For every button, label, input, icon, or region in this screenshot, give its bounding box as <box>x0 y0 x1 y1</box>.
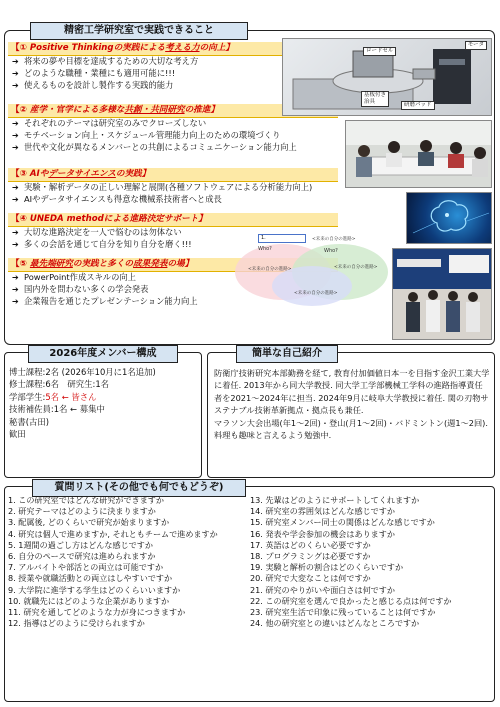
question-item: 12. 指導はどのように受けられますか <box>8 618 145 629</box>
page-title: 精密工学研究室で実践できること <box>30 22 248 40</box>
list-item: ➔ 実験・解析データの正しい理解と展開(各種ソフトウェアによる分析能力向上) <box>12 182 313 192</box>
uneda-diagram <box>228 232 396 312</box>
intro-title: 簡単な自己紹介 <box>236 345 338 363</box>
apparatus-photo <box>282 38 492 116</box>
list-item: ➔ 大切な進路決定を一人で悩むのは勿体ない <box>12 227 182 237</box>
arrow-icon: ➔ <box>12 142 19 152</box>
fixture-label: 基板付き 治具 <box>361 91 389 107</box>
arrow-icon: ➔ <box>12 68 19 78</box>
list-item: ➔ AIやデータサイエンスも得意な機械系技術者へと成長 <box>12 193 222 204</box>
section-3 <box>8 168 338 213</box>
question-item: 3. 配属後, どのくらいで研究が始まりますか <box>8 517 170 528</box>
list-item: ➔ PowerPoint作成スキルの向上 <box>12 272 136 282</box>
question-item: 6. 自分のペースで研究は進められますか <box>8 551 156 562</box>
motor-label: モータ <box>465 41 487 50</box>
question-item: 4. 研究は個人で進めますか, それともチームで進めますか <box>8 528 218 539</box>
diagram-top-box: 1. <box>258 234 306 243</box>
diagram-left-label: <未来の自分の進路> <box>248 267 292 272</box>
list-item: ➔ どのような職種・業種にも適用可能に!!! <box>12 67 176 78</box>
section-1-heading: 【① Positive Thinkingの実践による考える力の向上】 <box>8 42 338 56</box>
brain-icon <box>407 193 492 244</box>
conference-photo <box>392 248 492 340</box>
questions-right <box>250 495 490 629</box>
section-5-heading: 【⑤ 最先端研究の実践と多くの成果発表の場】 <box>8 258 338 272</box>
member-line: 博士課程:2名 (2026年10月に1名追加) <box>9 367 156 377</box>
diagram-right-label: <未来の自分の進路> <box>334 265 378 270</box>
diagram-bottom-label: <未来の自分の進路> <box>294 291 338 296</box>
list-item: ➔ 世代や文化が異なるメンバーとの共創によるコミュニケーション能力向上 <box>12 141 297 152</box>
arrow-icon: ➔ <box>12 80 19 90</box>
member-line-undergrad: 学部学生:5名 ← 皆さん <box>9 391 97 402</box>
list-item: ➔ それぞれのテーマは研究室のみでクローズしない <box>12 118 207 128</box>
arrow-icon: ➔ <box>12 273 19 282</box>
question-item: 20. 研究で大変なことは何ですか <box>250 573 371 584</box>
diagram-top-question: <未来の自分の進路> <box>312 237 356 242</box>
intro-paragraph: 防衛庁技術研究本部勤務を経て, 教育付加価値日本一を目指す金沢工業大学に着任. 2013年から同大学教授. 同大学工学部機械工学科の進路指導責任者を2021～2024年に担当. 2024年9月に岐阜大学教授に着任. 関の刃物サステナブル技術革新拠点・拠点長も兼任. <box>214 368 490 416</box>
list-item: ➔ 企業報告を通じたプレゼンテーション能力向上 <box>12 295 198 306</box>
question-item: 17. 英語はどのくらい必要ですか <box>250 539 371 550</box>
question-item: 2. 研究テーマはどのように決まりますか <box>8 506 156 517</box>
section-4-heading: 【④ UNEDA methodによる進路決定サポート】 <box>8 213 338 227</box>
question-item: 9. 大学院に進学する学生はどのくらいいますか <box>8 584 181 595</box>
question-item: 15. 研究室メンバー同士の関係はどんな感じですか <box>250 517 435 528</box>
diagram-who-1: Who? <box>258 246 272 252</box>
arrow-icon: ➔ <box>12 194 19 204</box>
meeting-illustration <box>346 121 492 188</box>
question-item: 14. 研究室の雰囲気はどんな感じですか <box>250 506 395 517</box>
arrow-icon: ➔ <box>12 284 19 294</box>
list-item: ➔ モチベーション向上・スケジュール管理能力向上のための環境づくり <box>12 129 281 140</box>
arrow-icon: ➔ <box>12 57 19 66</box>
question-item: 16. 発表や学会参加の機会はありますか <box>250 528 395 539</box>
question-item: 7. アルバイトや部活との両立は可能ですか <box>8 562 164 573</box>
member-line: 技術補佐員:1名 ← 募集中 <box>9 404 105 415</box>
members-title: 2026年度メンバー構成 <box>28 345 178 363</box>
venn-diagram <box>228 232 396 312</box>
section-3-heading: 【③ AIやデータサイエンスの実践】 <box>8 168 338 182</box>
question-item: 23. 研究室生活で印象に残っていることは何ですか <box>250 607 436 618</box>
arrow-icon: ➔ <box>12 119 19 128</box>
meeting-photo <box>345 120 492 188</box>
pad-label: 研磨パッド <box>401 101 435 110</box>
arrow-icon: ➔ <box>12 228 19 237</box>
list-item: ➔ 多くの会話を通じて自分を知り自分を磨く!!! <box>12 238 192 249</box>
question-item: 8. 授業や就職活動との両立はしやすいですか <box>8 573 173 584</box>
ai-brain-image <box>406 192 492 244</box>
question-item: 19. 実験と解析の割合はどのくらいですか <box>250 562 404 573</box>
arrow-icon: ➔ <box>12 183 19 192</box>
loadcell-label: ロードセル <box>363 47 396 56</box>
question-item: 24. 他の研究室との違いはどんなところですか <box>250 618 420 629</box>
question-item: 21. 研究のやりがいや面白さは何ですか <box>250 584 395 595</box>
member-line: 修士課程:6名 研究生:1名 <box>9 379 110 390</box>
arrow-icon: ➔ <box>12 239 19 249</box>
question-item: 18. プログラミングは必要ですか <box>250 551 371 562</box>
list-item: ➔ 国内外を問わない多くの学会発表 <box>12 283 149 294</box>
intro-paragraph: マラソン大会出場(年1～2回)・登山(月1～2回)・バドミントン(週1～2回). 料理も趣味と言えるよう勉強中. <box>214 417 488 441</box>
intro-text <box>214 367 490 441</box>
question-item: 11. 研究を通してどのような力が身につきますか <box>8 607 186 618</box>
section-2-heading: 【② 産学・官学による多様な共創・共同研究の推進】 <box>8 104 338 118</box>
question-item: 13. 先輩はどのようにサポートしてくれますか <box>250 495 420 505</box>
members-list <box>9 366 199 440</box>
member-line: 秘書(古田) <box>9 416 50 427</box>
questions-title: 質問リスト(その他でも何でもどうぞ) <box>32 479 246 497</box>
list-item: ➔ 使えるものを設計し製作する実践的能力 <box>12 79 174 90</box>
arrow-icon: ➔ <box>12 130 19 140</box>
member-line: 歓田 <box>9 429 26 440</box>
question-item: 10. 就職先にはどのような企業がありますか <box>8 595 170 606</box>
diagram-who-2: Who? <box>324 248 338 254</box>
conference-illustration <box>393 249 492 340</box>
list-item: ➔ 将来の夢や目標を達成するための大切な考え方 <box>12 56 199 66</box>
arrow-icon: ➔ <box>12 296 19 306</box>
question-item: 22. この研究室を選んで良かったと感じる点は何ですか <box>250 595 452 606</box>
question-item: 1. この研究室ではどんな研究ができますか <box>8 495 164 505</box>
question-item: 5. 1週間の過ごし方はどんな感じですか <box>8 539 153 550</box>
questions-left <box>8 495 246 629</box>
